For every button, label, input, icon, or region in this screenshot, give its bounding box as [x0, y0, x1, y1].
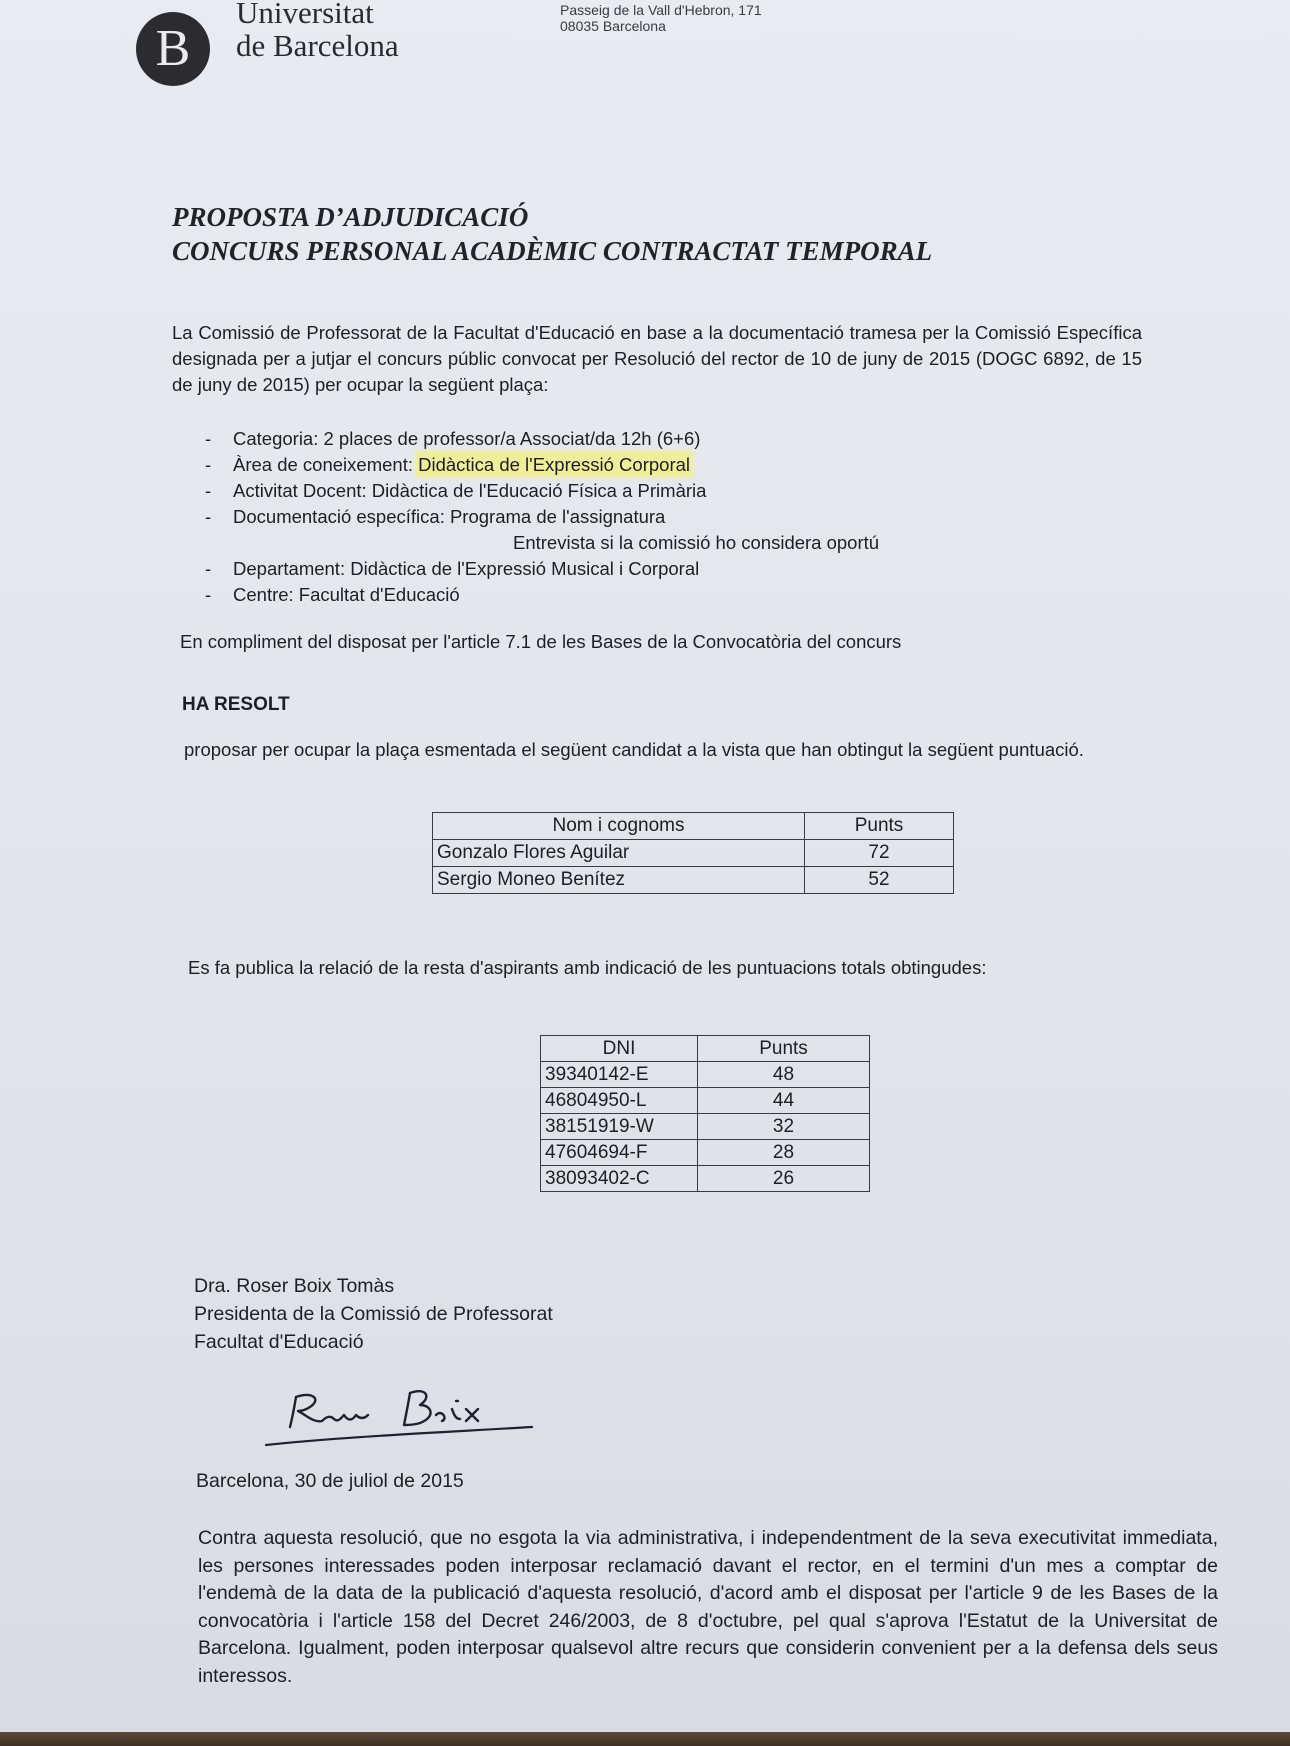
- list-item-continuation: [205, 530, 1105, 556]
- signatory-name: Dra. Roser Boix Tomàs: [194, 1275, 395, 1297]
- handwritten-signature: [260, 1375, 540, 1455]
- applicant-dni: 39340142-E: [541, 1062, 698, 1088]
- applicant-points: 26: [698, 1166, 870, 1192]
- list-dash: -: [205, 558, 212, 579]
- candidate-name: Gonzalo Flores Aguilar: [433, 840, 805, 867]
- title-line2: CONCURS PERSONAL ACADÈMIC CONTRACTAT TEMPORAL: [172, 236, 933, 266]
- list-item: [205, 504, 1105, 530]
- table-row: [541, 1114, 870, 1140]
- university-name: [236, 0, 399, 62]
- header-points: Punts: [805, 813, 954, 840]
- applicant-dni: 46804950-L: [541, 1088, 698, 1114]
- detail-centre: Centre: Facultat d'Educació: [233, 584, 460, 605]
- detail-area-label: Àrea de coneixement:: [233, 454, 419, 475]
- table-surface-edge: [0, 1732, 1290, 1746]
- list-dash: -: [205, 584, 212, 605]
- applicant-dni: 38093402-C: [541, 1166, 698, 1192]
- list-item: [205, 582, 1105, 608]
- list-dash: -: [205, 480, 212, 501]
- signatory-block: [194, 1272, 553, 1356]
- list-item: [205, 478, 1105, 504]
- detail-documentacio: Documentació específica: Programa de l'assignatura: [233, 506, 666, 527]
- applicant-points: 48: [698, 1062, 870, 1088]
- header-dni: DNI: [541, 1036, 698, 1062]
- table-row: [541, 1062, 870, 1088]
- signatory-role: Presidenta de la Comissió de Professorat: [194, 1303, 553, 1325]
- proposal-paragraph: proposar per ocupar la plaça esmentada el següent candidat a la vista que han obtingut la següent puntuació.: [184, 739, 1084, 760]
- list-item: [205, 452, 1105, 478]
- table-header-row: [433, 813, 954, 840]
- applicant-dni: 47604694-F: [541, 1140, 698, 1166]
- address-line2: 08035 Barcelona: [560, 18, 666, 34]
- table-row: [433, 840, 954, 867]
- candidate-points: 52: [805, 867, 954, 894]
- applicant-points: 32: [698, 1114, 870, 1140]
- applicant-points: 44: [698, 1088, 870, 1114]
- title-line1: PROPOSTA D’ADJUDICACIÓ: [172, 202, 529, 232]
- detail-categoria: Categoria: 2 places de professor/a Associat/da 12h (6+6): [233, 428, 701, 449]
- detail-activitat: Activitat Docent: Didàctica de l'Educació Física a Primària: [233, 480, 707, 501]
- detail-area-value-highlighted: Didàctica de l'Expressió Corporal: [418, 454, 691, 475]
- university-logo: [136, 12, 210, 86]
- header-points: Punts: [698, 1036, 870, 1062]
- list-dash: -: [205, 428, 212, 449]
- list-dash: -: [205, 454, 212, 475]
- candidate-points: 72: [805, 840, 954, 867]
- table-row: [541, 1088, 870, 1114]
- document-title: [172, 200, 932, 268]
- table-row: [541, 1166, 870, 1192]
- document-date: Barcelona, 30 de juliol de 2015: [196, 1470, 464, 1492]
- applicant-points: 28: [698, 1140, 870, 1166]
- table-header-row: [541, 1036, 870, 1062]
- applicant-dni: 38151919-W: [541, 1114, 698, 1140]
- table-row: [433, 867, 954, 894]
- table-row: [541, 1140, 870, 1166]
- university-name-line2: de Barcelona: [236, 28, 399, 63]
- list-dash: -: [205, 506, 212, 527]
- address-line1: Passeig de la Vall d'Hebron, 171: [560, 2, 762, 18]
- university-address: [560, 2, 762, 34]
- compliment-paragraph: En compliment del disposat per l'article 7.1 de les Bases de la Convocatòria del concurs: [180, 631, 902, 652]
- logo-letter: B: [155, 20, 191, 77]
- candidate-name: Sergio Moneo Benítez: [433, 867, 805, 894]
- list-item: [205, 556, 1105, 582]
- appeal-paragraph: Contra aquesta resolució, que no esgota la via administrativa, i independentment de la seva executivitat immediata, les persones interessades poden interposar reclamació davant el rector, en el termini d'un mes a comptar de l'endemà de la data de la publicació d'aquesta resolució, d'acord amb el disposat per l'article 9 de les Bases de la convocatòria i l'article 158 del Decret 246/2003, de 8 d'octubre, pel qual s'aprova l'Estatut de la Universitat de Barcelona. Igualment, poden interposar qualsevol altre recurs que considerin convenient per a la defensa dels seus interessos.: [198, 1527, 1218, 1687]
- intro-paragraph: La Comissió de Professorat de la Facultat d'Educació en base a la documentació tramesa per la Comissió Específica designada per a jutjar el concurs públic convocat per Resolució del rector de 10 de juny de 2015 (DOGC 6892, de 15 de juny de 2015) per ocupar la següent plaça:: [172, 322, 1142, 395]
- rest-intro-paragraph: Es fa publica la relació de la resta d'aspirants amb indicació de les puntuacions totals obtingudes:: [188, 957, 987, 978]
- signatory-faculty: Facultat d'Educació: [194, 1331, 364, 1353]
- list-item: [205, 426, 1105, 452]
- university-name-line1: Universitat: [236, 0, 374, 30]
- detail-departament: Departament: Didàctica de l'Expressió Musical i Corporal: [233, 558, 700, 579]
- other-applicants-table: [540, 1035, 870, 1192]
- header-name: Nom i cognoms: [433, 813, 805, 840]
- detail-documentacio-extra: Entrevista si la comissió ho considera oportú: [513, 532, 880, 553]
- position-details-list: [205, 426, 1105, 608]
- selected-candidates-table: [432, 812, 954, 894]
- resolt-heading: HA RESOLT: [182, 694, 290, 715]
